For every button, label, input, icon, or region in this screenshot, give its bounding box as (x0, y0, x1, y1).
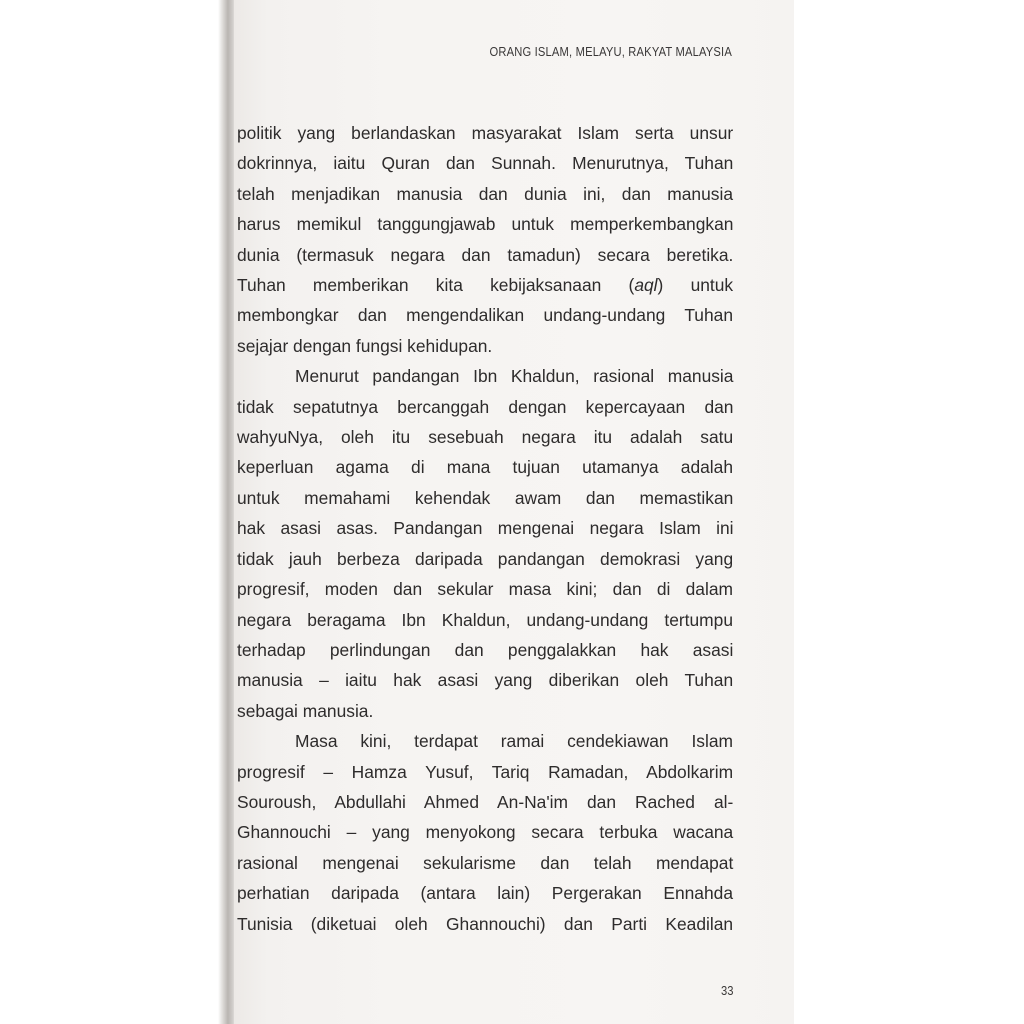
text-line: dokrinnya, iaitu Quran dan Sunnah. Menurutnya, Tuhan (237, 153, 734, 174)
text-line: politik yang berlandaskan masyarakat Islam serta unsur (237, 123, 734, 143)
text-line: manusia – iaitu hak asasi yang diberikan oleh Tuhan (237, 670, 734, 691)
text-line: hak asasi asas. Pandangan mengenai negara Islam ini (237, 518, 734, 539)
text-line: Tunisia (diketuai oleh Ghannouchi) dan Parti Keadilan (237, 913, 734, 934)
text-line: sejajar dengan fungsi kehidupan. (237, 335, 493, 356)
text-line: perhatian daripada (antara lain) Pergerakan Ennahda (237, 883, 733, 904)
body-text (237, 118, 733, 939)
text-line: Souroush, Abdullahi Ahmed An-Na'im dan Rached al- (237, 791, 734, 812)
paragraph-1 (237, 118, 733, 361)
text-line: Menurut pandangan Ibn Khaldun, rasional manusia (295, 366, 734, 387)
text-line: harus memikul tanggungjawab untuk memperkembangkan (237, 214, 734, 235)
text-line: tidak sepatutnya bercanggah dengan kepercayaan dan (237, 396, 734, 417)
text-line: membongkar dan mengendalikan undang-undang Tuhan (237, 305, 733, 326)
text-line: sebagai manusia. (237, 700, 374, 721)
text-line: wahyuNya, oleh itu sesebuah negara itu adalah satu (237, 427, 734, 448)
page-number: 33 (721, 983, 734, 998)
text-line: terhadap perlindungan dan penggalakkan hak asasi (237, 639, 734, 660)
text-line: negara beragama Ibn Khaldun, undang-undang tertumpu (237, 609, 733, 630)
text-line: Ghannouchi – yang menyokong secara terbuka wacana (237, 822, 734, 843)
text-line: progresif – Hamza Yusuf, Tariq Ramadan, Abdolkarim (237, 761, 734, 782)
left-margin (0, 0, 226, 1024)
text-line: untuk memahami kehendak awam dan memastikan (237, 487, 734, 508)
text-line: rasional mengenai sekularisme dan telah mendapat (237, 852, 734, 873)
text-line: progresif, moden dan sekular masa kini; dan di dalam (237, 579, 733, 600)
text-line-with-italic: Tuhan memberikan kita kebijaksanaan (aql) untuk (237, 275, 734, 296)
running-header: ORANG ISLAM, MELAYU, RAKYAT MALAYSIA (489, 44, 732, 59)
text-line: Masa kini, terdapat ramai cendekiawan Islam (295, 731, 733, 752)
text-line: telah menjadikan manusia dan dunia ini, dan manusia (237, 183, 733, 204)
paragraph-3 (237, 726, 733, 939)
text-line: dunia (termasuk negara dan tamadun) secara beretika. (237, 244, 734, 265)
text-line: tidak jauh berbeza daripada pandangan demokrasi yang (237, 548, 734, 569)
text-line: keperluan agama di mana tujuan utamanya adalah (237, 457, 733, 478)
paragraph-2 (237, 361, 733, 726)
